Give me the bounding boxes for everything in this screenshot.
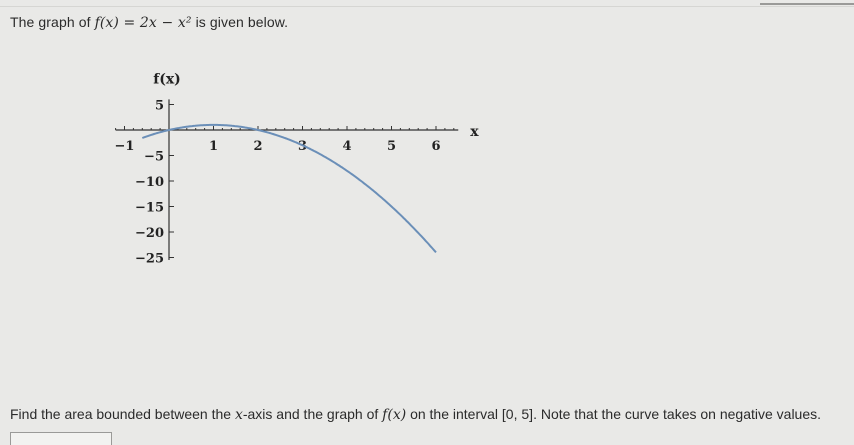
y-tick-label: −15	[135, 200, 164, 216]
prompt-x-axis-var: x	[234, 407, 243, 423]
y-tick-label: −25	[135, 251, 164, 267]
intro-prefix: The graph of	[10, 14, 91, 30]
x-tick-label: 5	[386, 139, 397, 154]
prompt-interval: [0, 5]	[501, 406, 534, 422]
axes-group	[116, 99, 459, 260]
x-tick-label: −1	[114, 139, 135, 154]
intro-suffix: is given below.	[195, 14, 289, 30]
question-prompt	[10, 406, 821, 423]
y-tick-label: −10	[135, 175, 164, 190]
x-tick-label: 2	[253, 139, 263, 154]
prompt-function-ref: f(x)	[382, 407, 407, 423]
prompt-part4: . Note that the curve takes on negative values.	[533, 406, 822, 422]
y-axis-label: f(x)	[153, 71, 181, 88]
prompt-part1: Find the area bounded between the	[10, 406, 232, 422]
x-tick-label: 6	[431, 139, 441, 154]
prompt-part2: -axis and the graph of	[242, 406, 379, 422]
y-tick-label: −5	[144, 149, 164, 165]
x-tick-label: 4	[342, 139, 352, 154]
x-tick-label: 1	[208, 139, 219, 154]
x-axis-label: x	[470, 124, 479, 140]
y-tick-label: −20	[135, 226, 164, 241]
x-tick-label: 3	[297, 139, 308, 154]
ticks-group	[116, 105, 454, 258]
prompt-part3: on the interval	[410, 406, 499, 422]
tick-labels-group	[115, 99, 441, 267]
intro-function: f(x) = 2x − x²	[94, 15, 192, 31]
y-tick-label: 5	[154, 98, 164, 114]
